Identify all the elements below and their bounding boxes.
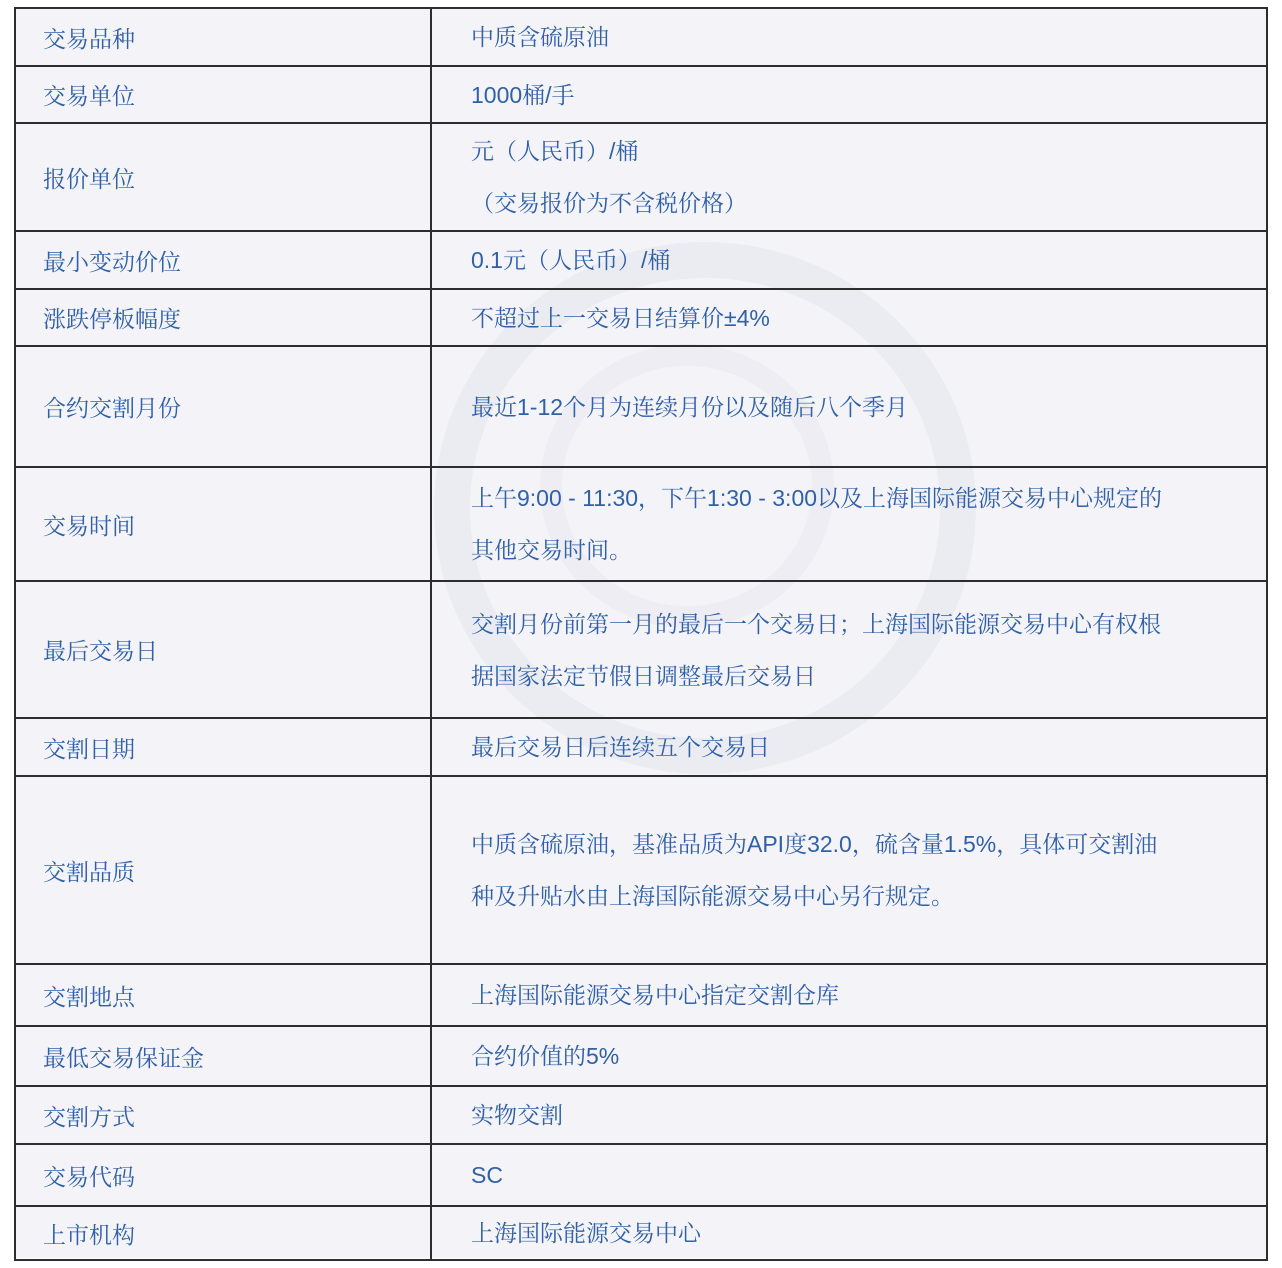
spec-value-line: 0.1元（人民币）/桶 [471, 247, 671, 273]
spec-label: 最小变动价位 [43, 248, 181, 275]
spec-value-cell [431, 467, 1267, 581]
spec-label: 交割地点 [43, 983, 135, 1010]
spec-value-line: 种及升贴水由上海国际能源交易中心另行规定。 [471, 883, 954, 909]
spec-value-line: 上海国际能源交易中心指定交割仓库 [471, 982, 839, 1008]
table-row [15, 1026, 1267, 1086]
spec-label: 最后交易日 [43, 638, 158, 664]
spec-value-line: （交易报价为不含税价格） [471, 190, 747, 216]
spec-label-cell [15, 467, 431, 581]
spec-label-cell [15, 289, 431, 346]
table-row [15, 8, 1267, 66]
spec-value-cell [431, 289, 1267, 346]
spec-label: 交易时间 [43, 512, 135, 539]
spec-value-cell [431, 66, 1267, 123]
spec-value-line: 其他交易时间。 [471, 537, 632, 563]
spec-label-cell [15, 231, 431, 289]
spec-value-line: 1000桶/手 [471, 81, 575, 108]
spec-label: 交割品质 [43, 858, 135, 885]
spec-value-line: 中质含硫原油，基准品质为API度32.0，硫含量1.5%，具体可交割油 [471, 831, 1158, 857]
spec-label: 交割方式 [43, 1103, 135, 1130]
spec-label-cell [15, 1144, 431, 1206]
spec-label-cell [15, 1026, 431, 1086]
table-row [15, 964, 1267, 1026]
spec-label-cell [15, 8, 431, 66]
spec-label-cell [15, 1206, 431, 1260]
contract-spec-table [14, 7, 1268, 1261]
table-row [15, 1206, 1267, 1260]
spec-value-cell [431, 8, 1267, 66]
spec-label: 涨跌停板幅度 [43, 306, 181, 332]
spec-label-cell [15, 123, 431, 231]
spec-value-line: 最后交易日后连续五个交易日 [471, 734, 770, 760]
table-row [15, 1086, 1267, 1144]
table-row [15, 231, 1267, 289]
spec-label: 交割日期 [43, 735, 135, 762]
spec-value-line: 不超过上一交易日结算价±4% [471, 304, 770, 331]
spec-label: 最低交易保证金 [43, 1044, 204, 1071]
spec-value-cell [431, 1144, 1267, 1206]
spec-label: 报价单位 [43, 165, 135, 192]
spec-value-cell [431, 964, 1267, 1026]
table-row [15, 581, 1267, 718]
spec-value-cell [431, 1206, 1267, 1260]
contract-spec-sheet [14, 7, 1268, 1258]
spec-label-cell [15, 346, 431, 467]
table-row [15, 346, 1267, 467]
spec-value-cell [431, 346, 1267, 467]
spec-label-cell [15, 964, 431, 1026]
spec-value-line: 中质含硫原油 [471, 24, 609, 50]
spec-label-cell [15, 581, 431, 718]
table-row [15, 289, 1267, 346]
spec-label: 交易代码 [43, 1163, 135, 1190]
spec-value-line: 据国家法定节假日调整最后交易日 [471, 662, 816, 689]
spec-value-line: 元（人民币）/桶 [471, 138, 639, 164]
spec-value-line: 合约价值的5% [471, 1043, 620, 1069]
spec-label-cell [15, 718, 431, 776]
table-row [15, 123, 1267, 231]
spec-label-cell [15, 66, 431, 123]
spec-value-cell [431, 718, 1267, 776]
spec-value-cell [431, 123, 1267, 231]
table-row [15, 66, 1267, 123]
spec-value-line: SC [471, 1162, 503, 1188]
spec-value-line: 上海国际能源交易中心 [471, 1220, 701, 1246]
table-row [15, 467, 1267, 581]
spec-value-cell [431, 581, 1267, 718]
spec-value-line: 最近1-12个月为连续月份以及随后八个季月 [471, 393, 909, 420]
spec-value-line: 实物交割 [471, 1102, 563, 1128]
spec-label: 交易品种 [43, 25, 135, 52]
table-row [15, 1144, 1267, 1206]
spec-label: 合约交割月份 [43, 395, 181, 421]
spec-value-cell [431, 1026, 1267, 1086]
spec-label: 交易单位 [43, 83, 135, 109]
spec-value-cell [431, 231, 1267, 289]
spec-value-cell [431, 776, 1267, 964]
table-row [15, 718, 1267, 776]
spec-label: 上市机构 [43, 1221, 135, 1248]
spec-label-cell [15, 776, 431, 964]
spec-value-line: 交割月份前第一月的最后一个交易日；上海国际能源交易中心有权根 [471, 610, 1161, 637]
table-row [15, 776, 1267, 964]
spec-label-cell [15, 1086, 431, 1144]
spec-value-cell [431, 1086, 1267, 1144]
spec-value-line: 上午9:00 - 11:30，下午1:30 - 3:00以及上海国际能源交易中心规定的 [471, 485, 1163, 511]
